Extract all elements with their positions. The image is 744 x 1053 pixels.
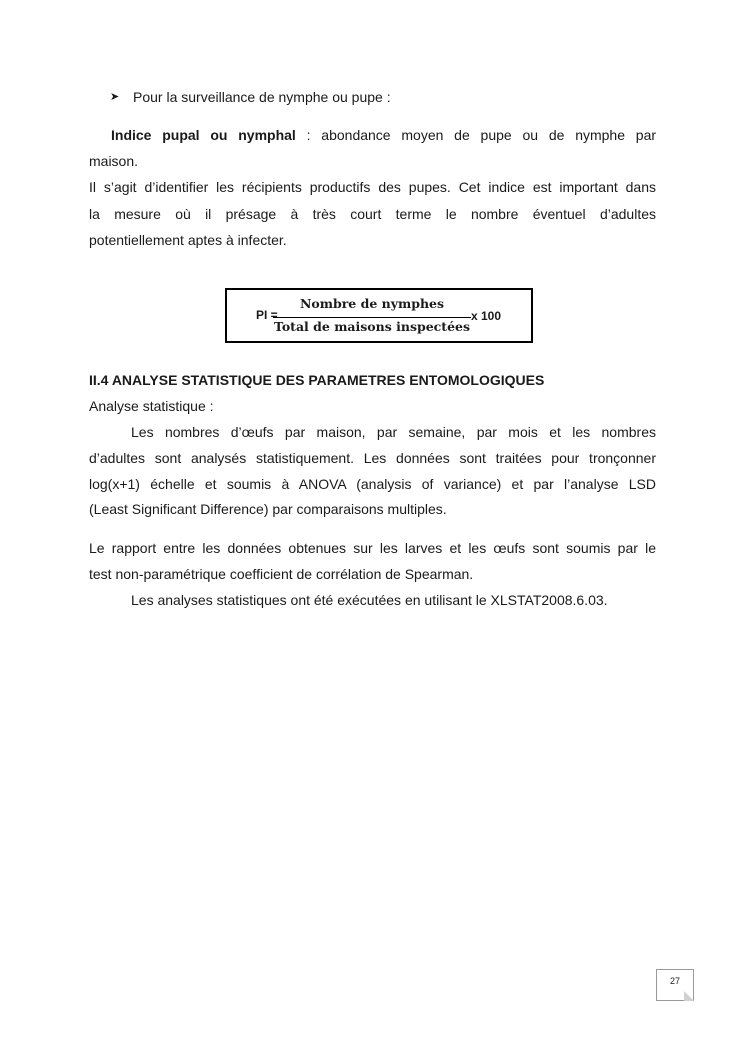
formula-denominator: Total de maisons inspectées — [273, 319, 471, 334]
paragraph2-line2: d’adultes sont analysés statistiquement. Les données sont traitées pour tronçonner — [89, 450, 656, 466]
fraction-bar — [273, 317, 471, 318]
paragraph4: Les analyses statistiques ont été exécutées en utilisant le XLSTAT2008.6.03. — [131, 592, 608, 608]
section-heading: II.4 ANALYSE STATISTIQUE DES PARAMETRES ENTOMOLOGIQUES — [89, 372, 545, 388]
indice-definition — [111, 127, 656, 144]
pupal-index-formula — [225, 288, 533, 343]
formula-lhs: PI = — [256, 308, 278, 322]
paragraph2-line3: log(x+1) échelle et soumis à ANOVA (analysis of variance) et par l’analyse LSD — [89, 476, 656, 492]
page-curl-icon — [684, 991, 694, 1001]
indice-term: Indice pupal ou nymphal — [111, 127, 296, 143]
paragraph2-line4: (Least Significant Difference) par comparaisons multiples. — [89, 501, 447, 517]
surveillance-heading: Pour la surveillance de nymphe ou pupe : — [133, 89, 391, 105]
arrowhead-bullet-icon: ➤ — [110, 91, 120, 103]
paragraph2-line1: Les nombres d’œufs par maison, par semaine, par mois et les nombres — [131, 424, 656, 440]
paragraph3-line2: test non-paramétrique coefficient de corrélation de Spearman. — [89, 566, 474, 582]
page-number-box — [656, 969, 694, 1001]
paragraph1-line2: la mesure où il présage à très court terme le nombre éventuel d’adultes — [89, 206, 656, 222]
subheading: Analyse statistique : — [89, 398, 214, 414]
formula-multiplier: x 100 — [471, 309, 502, 323]
indice-definition-cont: maison. — [89, 153, 139, 169]
paragraph1-line3: potentiellement aptes à infecter. — [89, 232, 287, 248]
page-number: 27 — [669, 976, 680, 986]
indice-definition-text: : abondance moyen de pupe ou de nymphe par — [306, 127, 657, 143]
paragraph3-line1: Le rapport entre les données obtenues sur les larves et les œufs sont soumis par le — [89, 540, 656, 556]
paragraph1-line1: Il s’agit d’identifier les récipients productifs des pupes. Cet indice est important dans — [89, 179, 656, 195]
formula-numerator: Nombre de nymphes — [299, 296, 445, 311]
